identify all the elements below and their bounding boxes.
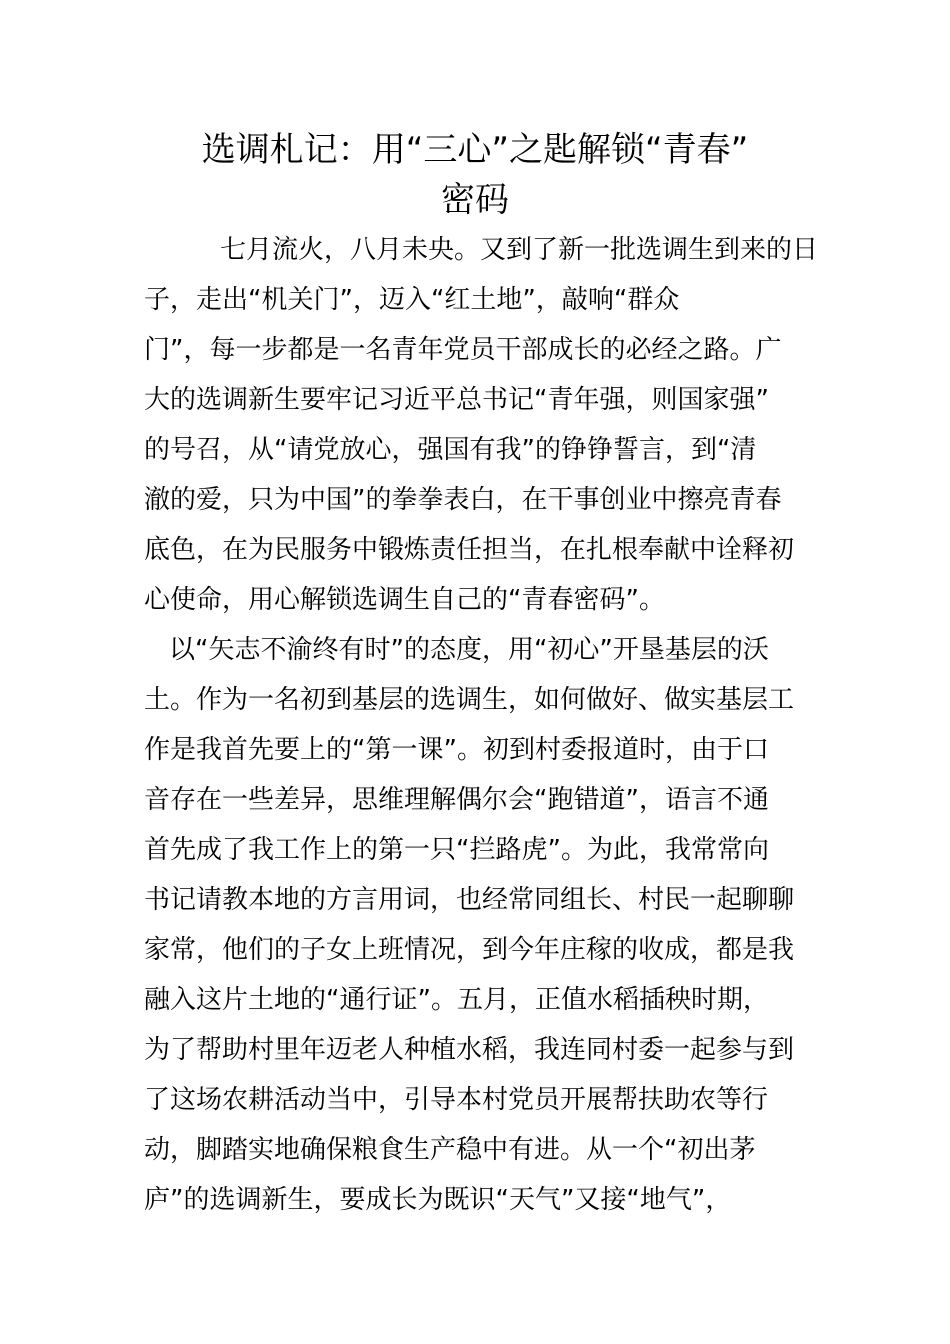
body-line-3: 门”，每一步都是一名青年党员干部成长的必经之路。广 <box>144 335 782 365</box>
body-line-6: 澈的爱，只为中国”的拳拳表白，在干事创业中擦亮青春 <box>144 485 782 515</box>
body-line-5: 的号召，从“请党放心，强国有我”的铮铮誓言，到“清 <box>144 435 757 465</box>
body-line-14: 书记请教本地的方言用词，也经常同组长、村民一起聊聊 <box>144 885 795 915</box>
body-line-9: 以“矢志不渝终有时”的态度，用“初心”开垦基层的沃 <box>169 635 769 665</box>
body-line-2: 子，走出“机关门”，迈入“红土地”，敲响“群众 <box>144 285 680 315</box>
document-title-line-1: 选调札记：用“三心”之匙解锁“青春” <box>201 130 749 170</box>
body-line-8: 心使命，用心解锁选调生自己的“青春密码”。 <box>144 585 665 615</box>
body-line-16: 融入这片土地的“通行证”。五月，正值水稻插秧时期， <box>144 985 769 1015</box>
body-line-11: 作是我首先要上的“第一课”。初到村委报道时，由于口 <box>144 735 769 765</box>
body-line-12: 音存在一些差异，思维理解偶尔会“跑错道”，语言不通 <box>144 785 769 815</box>
body-line-18: 了这场农耕活动当中，引导本村党员开展帮扶助农等行 <box>144 1085 769 1115</box>
document-title-line-2: 密码 <box>441 180 509 220</box>
body-line-10: 土。作为一名初到基层的选调生，如何做好、做实基层工 <box>144 685 795 715</box>
body-line-13: 首先成了我工作上的第一只“拦路虎”。为此，我常常向 <box>144 835 769 865</box>
body-line-20: 庐”的选调新生，要成长为既识“天气”又接“地气”， <box>144 1185 732 1215</box>
body-line-4: 大的选调新生要牢记习近平总书记“青年强，则国家强” <box>144 385 769 415</box>
body-line-19: 动，脚踏实地确保粮食生产稳中有进。从一个“初出茅 <box>144 1135 756 1165</box>
body-line-7: 底色，在为民服务中锻炼责任担当，在扎根奉献中诠释初 <box>144 535 795 565</box>
body-line-17: 为了帮助村里年迈老人种植水稻，我连同村委一起参与到 <box>144 1035 795 1065</box>
body-line-15: 家常，他们的子女上班情况，到今年庄稼的收成，都是我 <box>144 935 795 965</box>
body-line-1: 七月流火，八月未央。又到了新一批选调生到来的日 <box>220 235 819 265</box>
